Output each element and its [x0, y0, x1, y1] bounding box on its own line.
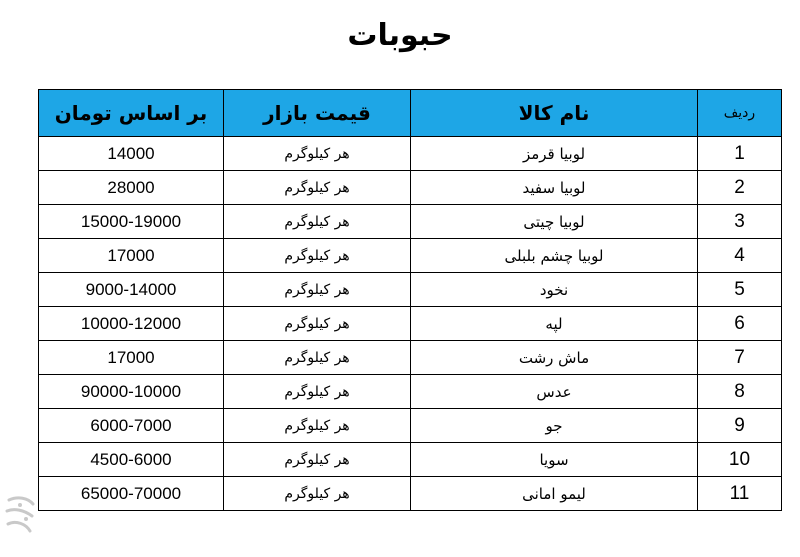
table-row	[39, 205, 782, 239]
price-cell: 28000	[39, 171, 224, 205]
row-number-cell: 8	[698, 375, 782, 409]
unit-cell: هر کیلوگرم	[224, 307, 411, 341]
page-title: حبوبات	[347, 18, 453, 53]
row-number-cell: 10	[698, 443, 782, 477]
product-name-cell: لوبیا چشم بلبلی	[411, 239, 698, 273]
table-row	[39, 307, 782, 341]
price-cell: 4500-6000	[39, 443, 224, 477]
unit-cell: هر کیلوگرم	[224, 239, 411, 273]
product-name-cell: لوبیا چیتی	[411, 205, 698, 239]
header-row-number: ردیف	[698, 90, 782, 137]
watermark-logo	[4, 494, 38, 536]
product-name-cell: نخود	[411, 273, 698, 307]
header-price-toman: بر اساس تومان	[39, 90, 224, 137]
product-name-cell: لوبیا قرمز	[411, 137, 698, 171]
unit-cell: هر کیلوگرم	[224, 171, 411, 205]
row-number-cell: 7	[698, 341, 782, 375]
table-row	[39, 171, 782, 205]
price-cell: 90000-10000	[39, 375, 224, 409]
product-name-cell: جو	[411, 409, 698, 443]
product-name-cell: عدس	[411, 375, 698, 409]
unit-cell: هر کیلوگرم	[224, 375, 411, 409]
table-row	[39, 409, 782, 443]
table-row	[39, 443, 782, 477]
unit-cell: هر کیلوگرم	[224, 341, 411, 375]
price-cell: 6000-7000	[39, 409, 224, 443]
product-name-cell: سویا	[411, 443, 698, 477]
table-row	[39, 137, 782, 171]
product-name-cell: لپه	[411, 307, 698, 341]
table-row	[39, 341, 782, 375]
row-number-cell: 6	[698, 307, 782, 341]
unit-cell: هر کیلوگرم	[224, 273, 411, 307]
unit-cell: هر کیلوگرم	[224, 205, 411, 239]
table-header-row	[39, 90, 782, 137]
unit-cell: هر کیلوگرم	[224, 443, 411, 477]
product-name-cell: ماش رشت	[411, 341, 698, 375]
row-number-cell: 5	[698, 273, 782, 307]
row-number-cell: 11	[698, 477, 782, 511]
table-row	[39, 273, 782, 307]
price-cell: 15000-19000	[39, 205, 224, 239]
price-table	[38, 89, 782, 511]
row-number-cell: 3	[698, 205, 782, 239]
unit-cell: هر کیلوگرم	[224, 477, 411, 511]
product-name-cell: لیمو امانی	[411, 477, 698, 511]
unit-cell: هر کیلوگرم	[224, 137, 411, 171]
price-cell: 10000-12000	[39, 307, 224, 341]
table-row	[39, 239, 782, 273]
table-body	[39, 137, 782, 511]
row-number-cell: 4	[698, 239, 782, 273]
price-cell: 17000	[39, 239, 224, 273]
price-cell: 14000	[39, 137, 224, 171]
price-cell: 65000-70000	[39, 477, 224, 511]
product-name-cell: لوبیا سفید	[411, 171, 698, 205]
row-number-cell: 1	[698, 137, 782, 171]
row-number-cell: 2	[698, 171, 782, 205]
row-number-cell: 9	[698, 409, 782, 443]
header-market-price: قیمت بازار	[224, 90, 411, 137]
table-row	[39, 375, 782, 409]
unit-cell: هر کیلوگرم	[224, 409, 411, 443]
price-cell: 17000	[39, 341, 224, 375]
price-cell: 9000-14000	[39, 273, 224, 307]
table-row	[39, 477, 782, 511]
header-product-name: نام کالا	[411, 90, 698, 137]
